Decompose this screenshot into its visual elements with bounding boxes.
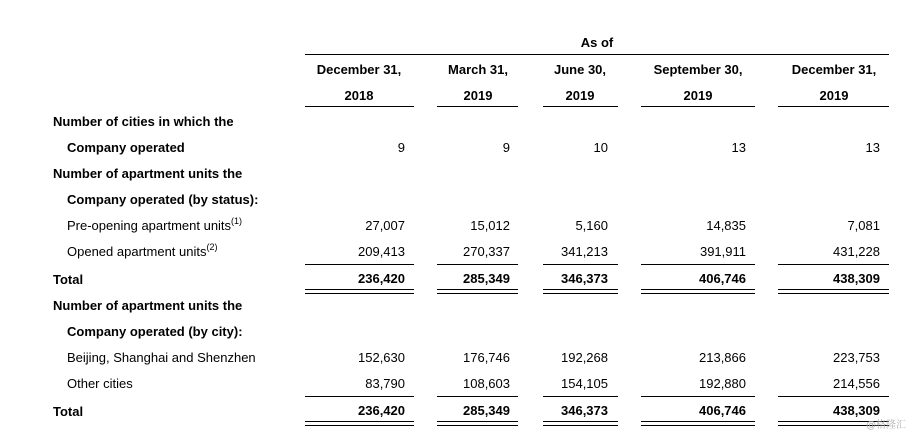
total-double-rule [305,289,414,294]
col1-year: 2018 [344,88,374,103]
tier1-value: 176,746 [463,350,510,365]
other-cities-value: 214,556 [833,376,880,391]
tier1-value: 223,753 [833,350,880,365]
as-of-header: As of [580,35,614,50]
city-heading-line2: Company operated (by city): [67,324,243,339]
status-total-value: 438,309 [833,271,880,286]
status-total-value: 236,420 [358,271,405,286]
header-rule [305,54,889,55]
col5-year: 2019 [819,88,849,103]
total-double-rule [305,421,414,426]
subtotal-rule [543,264,618,265]
col2-year: 2019 [463,88,493,103]
tier1-label: Beijing, Shanghai and Shenzhen [67,350,256,365]
status-heading-line1: Number of apartment units the [53,166,243,181]
tier1-value: 192,268 [561,350,608,365]
preopening-label: Pre-opening apartment units$^{(1)}$ [67,215,243,233]
total-double-rule [437,289,518,294]
opened-value: 341,213 [561,244,608,259]
col3-rule [543,106,618,107]
tier1-value: 152,630 [358,350,405,365]
other-cities-value: 154,105 [561,376,608,391]
col1-rule [305,106,414,107]
total-double-rule [641,289,755,294]
opened-label: Opened apartment units$^{(2)}$ [67,241,218,259]
col2-date: March 31, [448,62,508,77]
status-total-value: 406,746 [699,271,746,286]
subtotal-rule [437,396,518,397]
city-total-value: 285,349 [463,403,510,418]
cities-value: 13 [731,140,746,155]
tier1-value: 213,866 [699,350,746,365]
city-total-value: 406,746 [699,403,746,418]
subtotal-rule [778,396,889,397]
city-total-value: 236,420 [358,403,405,418]
col4-year: 2019 [683,88,713,103]
city-total-label: Total [53,404,84,419]
subtotal-rule [543,396,618,397]
col3-date: June 30, [553,62,607,77]
cities-value: 13 [865,140,880,155]
subtotal-rule [778,264,889,265]
col1-date: December 31, [316,62,402,77]
status-heading-line2: Company operated (by status): [67,192,259,207]
other-cities-label: Other cities [67,376,133,391]
subtotal-rule [305,264,414,265]
total-double-rule [543,421,618,426]
preopening-value: 15,012 [470,218,510,233]
status-total-value: 285,349 [463,271,510,286]
opened-value: 431,228 [833,244,880,259]
total-double-rule [543,289,618,294]
status-total-value: 346,373 [561,271,608,286]
cities-heading-line2: Company operated [67,140,185,155]
total-double-rule [437,421,518,426]
subtotal-rule [641,264,755,265]
other-cities-value: 108,603 [463,376,510,391]
preopening-value: 5,160 [575,218,608,233]
col2-rule [437,106,518,107]
total-double-rule [778,289,889,294]
preopening-value: 7,081 [847,218,880,233]
status-total-label: Total [53,272,84,287]
subtotal-rule [305,396,414,397]
other-cities-value: 83,790 [365,376,405,391]
footnote-marker: (1) [231,215,243,226]
watermark: @格隆汇 [866,420,906,431]
footnote-marker: (2) [206,241,218,252]
cities-heading-line1: Number of cities in which the [53,114,234,129]
subtotal-rule [641,396,755,397]
col4-date: September 30, [653,62,743,77]
subtotal-rule [437,264,518,265]
total-double-rule [641,421,755,426]
preopening-value: 27,007 [365,218,405,233]
city-total-value: 346,373 [561,403,608,418]
city-heading-line1: Number of apartment units the [53,298,243,313]
other-cities-value: 192,880 [699,376,746,391]
cities-value: 10 [593,140,608,155]
col5-date: December 31, [791,62,877,77]
cities-value: 9 [397,140,405,155]
preopening-value: 14,835 [706,218,746,233]
opened-value: 391,911 [699,244,746,259]
col4-rule [641,106,755,107]
opened-value: 209,413 [358,244,405,259]
col3-year: 2019 [565,88,595,103]
opened-value: 270,337 [463,244,510,259]
city-total-value: 438,309 [833,403,880,418]
col5-rule [778,106,889,107]
cities-value: 9 [502,140,510,155]
